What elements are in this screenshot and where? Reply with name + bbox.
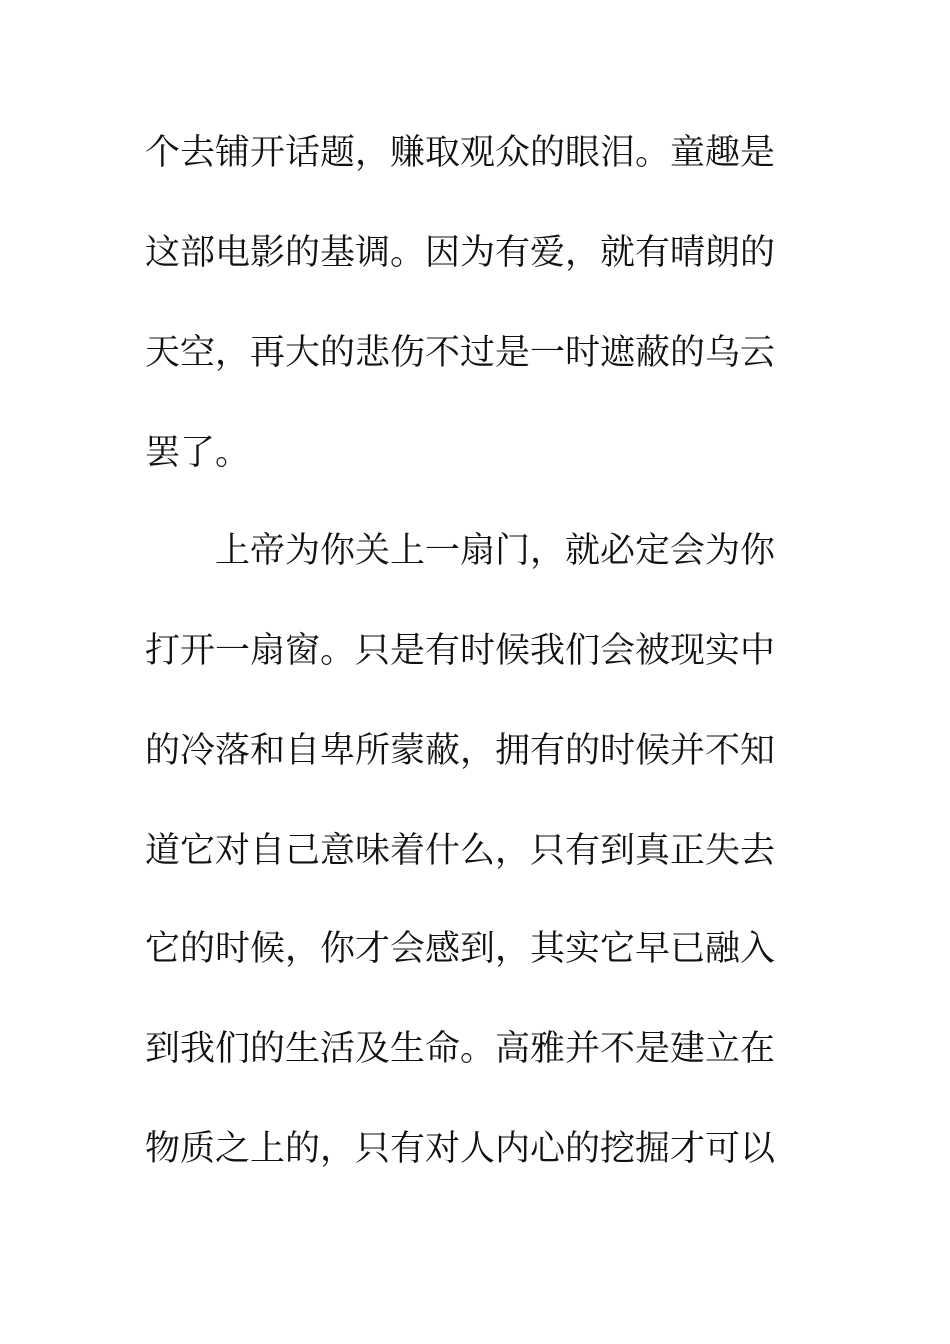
text-line: 个去铺开话题，赚取观众的眼泪。童趣是	[145, 133, 776, 173]
text-line: 打开一扇窗。只是有时候我们会被现实中	[145, 631, 776, 671]
text-line: 这部电影的基调。因为有爱，就有晴朗的	[145, 233, 776, 273]
text-line: 道它对自己意味着什么，只有到真正失去	[145, 831, 776, 871]
text-line: 罢了。	[145, 433, 251, 473]
text-line: 的冷落和自卑所蒙蔽，拥有的时候并不知	[145, 731, 776, 771]
text-line: 天空，再大的悲伤不过是一时遮蔽的乌云	[145, 333, 776, 373]
text-line: 物质之上的，只有对人内心的挖掘才可以	[145, 1129, 776, 1169]
paragraph-first-line: 上帝为你关上一扇门，就必定会为你	[215, 531, 776, 571]
text-line: 到我们的生活及生命。高雅并不是建立在	[145, 1029, 776, 1069]
text-line: 它的时候，你才会感到，其实它早已融入	[145, 929, 776, 969]
